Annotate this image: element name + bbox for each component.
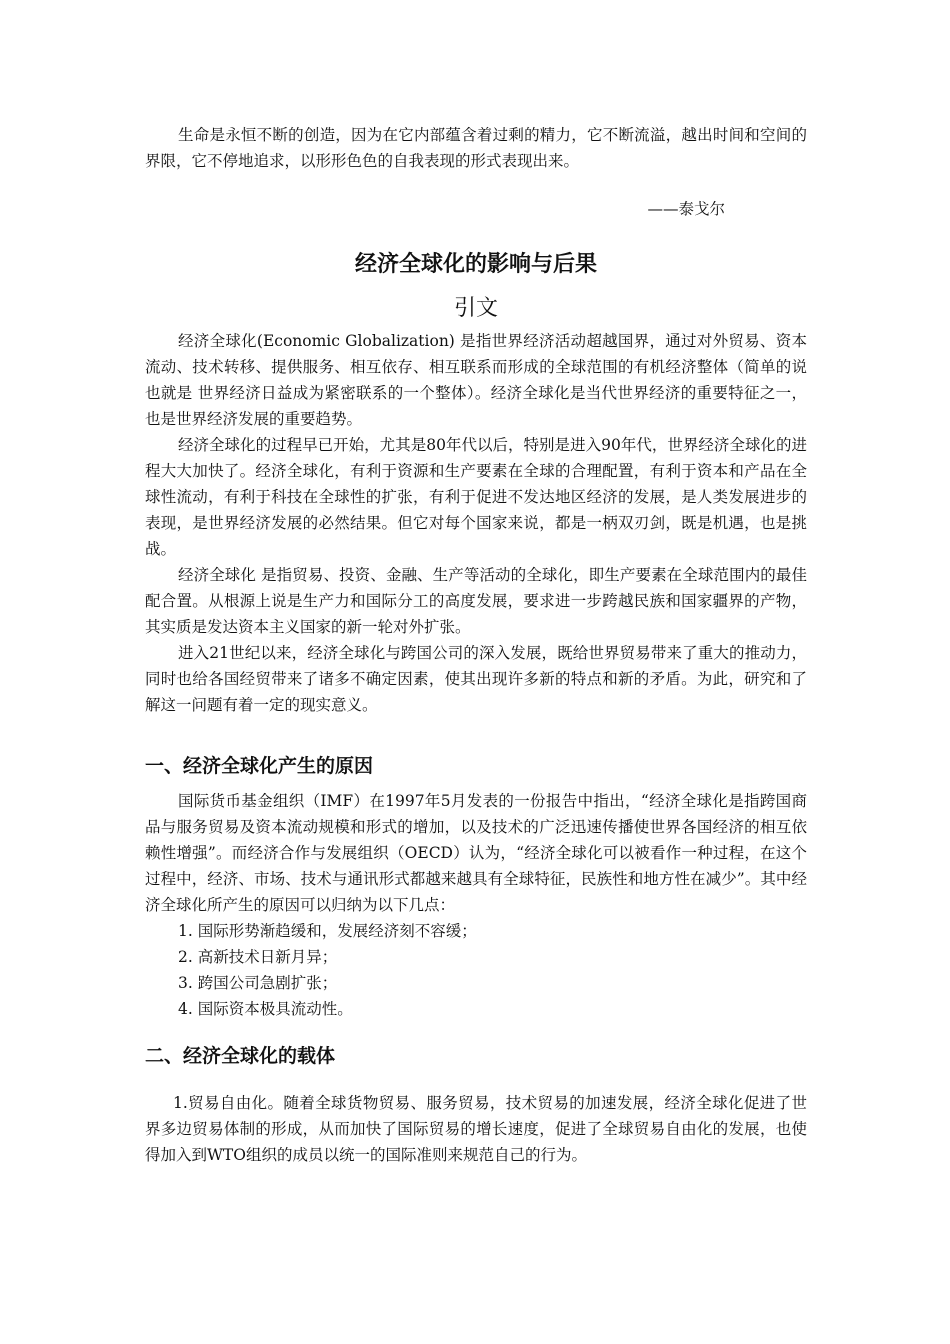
epigraph-text: 生命是永恒不断的创造，因为在它内部蕴含着过剩的精力，它不断流溢，越出时间和空间的界限，它不停地追求，以形形色色的自我表现的形式表现出来。 — [145, 126, 807, 170]
section-1-heading: 一、经济全球化产生的原因 — [145, 755, 374, 777]
document-title: 经济全球化的影响与后果 — [354, 252, 597, 277]
section-1-paragraph: 国际货币基金组织（IMF）在1997年5月发表的一份报告中指出，“经济全球化是指跨国商品与服务贸易及资本流动规模和形式的增加，以及技术的广泛迅速传播使世界各国经济的相互依赖性增强”。而经济合作与发展组织（OECD）认为，“经济全球化可以被看作一种过程，在这个过程中，经济、市场、技术与通讯形式都越来越具有全球特征，民族性和地方性在减少”。其中经济全球化所产生的原因可以归纳为以下几点： — [145, 792, 807, 914]
intro-paragraph-3: 经济全球化 是指贸易、投资、金融、生产等活动的全球化，即生产要素在全球范围内的最佳配合置。从根源上说是生产力和国际分工的高度发展，要求进一步跨越民族和国家疆界的产物，其实质是发达资本主义国家的新一轮对外扩张。 — [145, 566, 807, 636]
list-item: 2. 高新技术日新月异； — [178, 948, 338, 966]
list-item: 1. 国际形势渐趋缓和，发展经济刻不容缓； — [178, 922, 477, 940]
intro-paragraph-4: 进入21世纪以来，经济全球化与跨国公司的深入发展，既给世界贸易带来了重大的推动力，同时也给各国经贸带来了诸多不确定因素，使其出现许多新的特点和新的矛盾。为此，研究和了解这一问题有着一定的现实意义。 — [145, 644, 807, 714]
intro-paragraph-2: 经济全球化的过程早已开始，尤其是80年代以后，特别是进入90年代，世界经济全球化的进程大大加快了。经济全球化，有利于资源和生产要素在全球的合理配置，有利于资本和产品在全球性流动，有利于科技在全球性的扩张，有利于促进不发达地区经济的发展，是人类发展进步的表现，是世界经济发展的必然结果。但它对每个国家来说，都是一柄双刃剑，既是机遇，也是挑战。 — [145, 436, 807, 558]
list-item: 4. 国际资本极具流动性。 — [178, 1000, 353, 1018]
document-subtitle: 引文 — [453, 296, 498, 321]
section-2-heading: 二、经济全球化的载体 — [145, 1045, 336, 1067]
section-2-paragraph: 1.贸易自由化。随着全球货物贸易、服务贸易，技术贸易的加速发展，经济全球化促进了世界多边贸易体制的形成，从而加快了国际贸易的增长速度，促进了全球贸易自由化的发展，也使得加入到WTO组织的成员以统一的国际准则来规范自己的行为。 — [145, 1094, 807, 1164]
section-1-list — [145, 918, 807, 1022]
intro-paragraph-1: 经济全球化(Economic Globalization) 是指世界经济活动超越国界，通过对外贸易、资本流动、技术转移、提供服务、相互依存、相互联系而形成的全球范围的有机经济整体（简单的说也就是 世界经济日益成为紧密联系的一个整体）。经济全球化是当代世界经济的重要特征之一，也是世界经济发展的重要趋势。 — [145, 332, 807, 428]
list-item: 3. 跨国公司急剧扩张； — [178, 974, 338, 992]
document-page — [145, 122, 807, 1168]
epigraph-attribution: ——泰戈尔 — [647, 200, 725, 218]
